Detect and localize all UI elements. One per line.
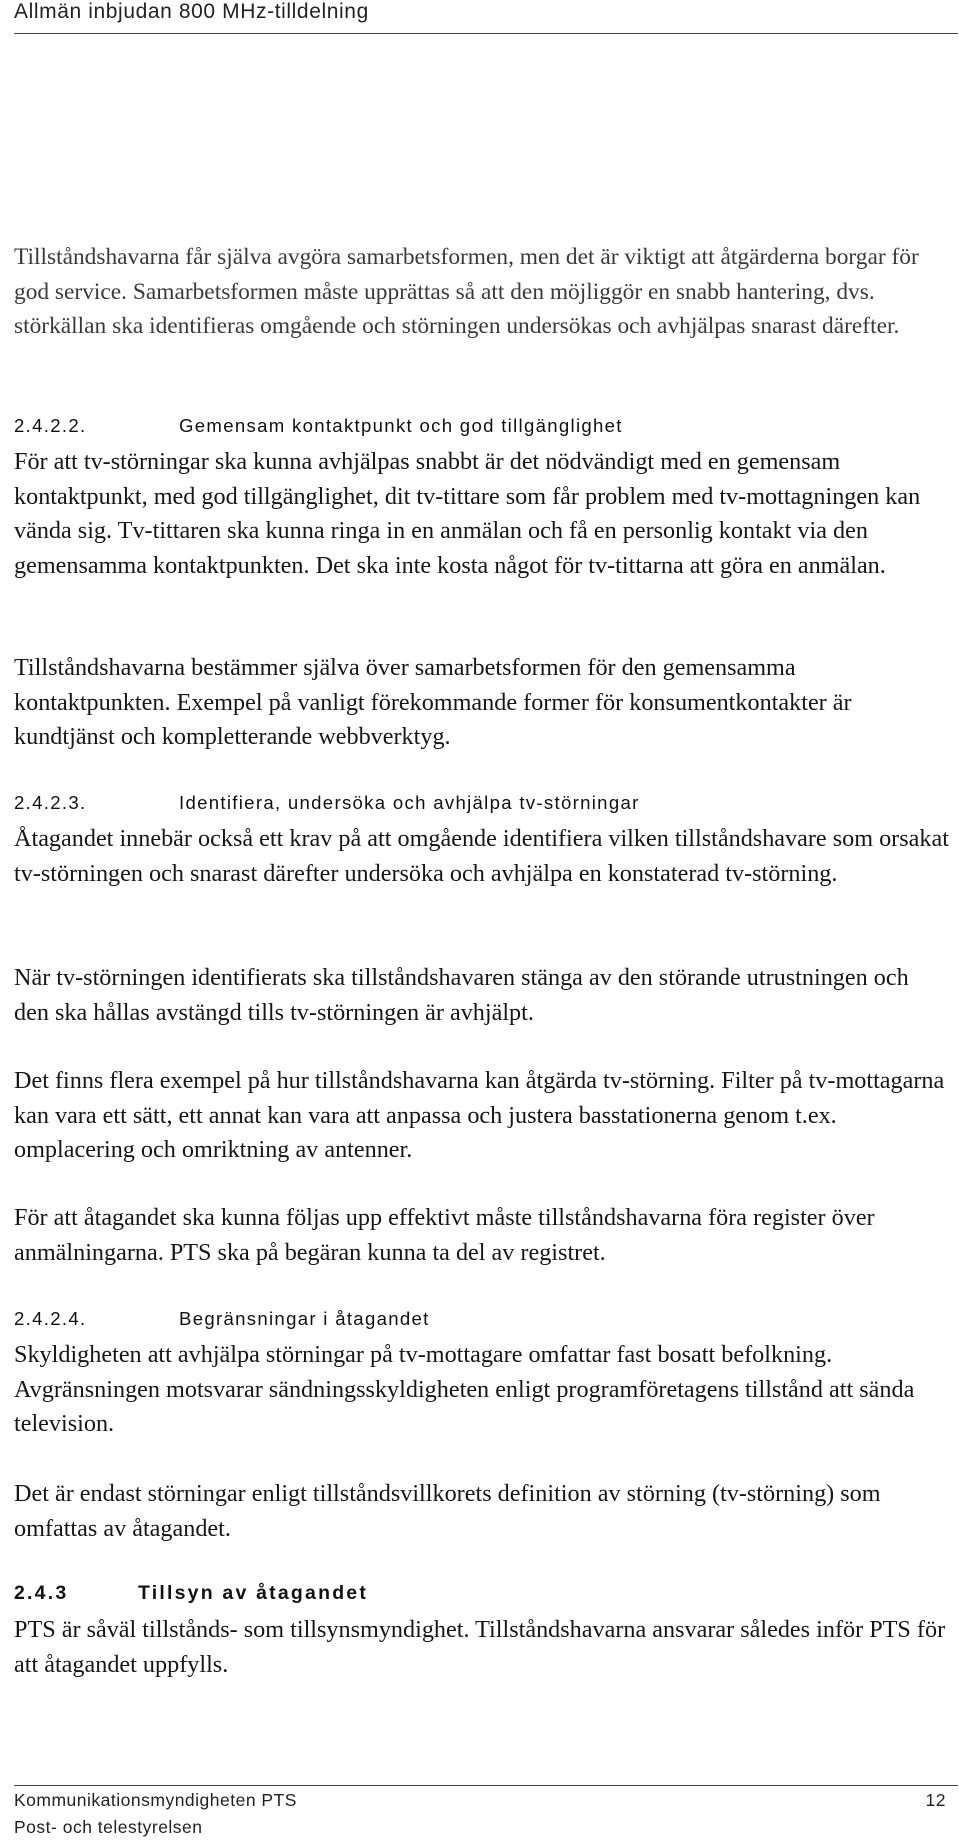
section-heading-2422 (14, 415, 623, 437)
section-heading-243 (14, 1582, 368, 1605)
footer-organisation (14, 1787, 297, 1841)
section-2423-body (14, 822, 949, 891)
section-title: Tillsyn av åtagandet (138, 1582, 369, 1604)
page-number: 12 (925, 1790, 946, 1810)
header-divider (14, 33, 958, 34)
footer-line-1: Kommunikationsmyndigheten PTS (14, 1790, 297, 1810)
paragraph: För att tv-störningar ska kunna avhjälpas snabbt är det nödvändigt med en gemensam kontaktpunkt, med god tillgänglighet, dit tv-tittare som får problem med tv-mottagningen kan vända sig. Tv-tittaren ska kunna ringa in en anmälan och få en personlig kontakt via den gemensamma kontaktpunkten. Det ska inte kosta något för tv-tittarna att göra en anmälan. (14, 448, 921, 579)
paragraph: Åtagandet innebär också ett krav på att omgående identifiera vilken tillståndshavare som orsakat tv-störningen och snarast därefter undersöka och avhjälpa en konstaterad tv-störning. (14, 825, 949, 887)
section-2424-body-2 (14, 1477, 949, 1546)
paragraph: Det är endast störningar enligt tillståndsvillkorets definition av störning (tv-störning) som omfattas av åtagandet. (14, 1480, 881, 1542)
paragraph: Det finns flera exempel på hur tillståndshavarna kan åtgärda tv-störning. Filter på tv-mottagarna kan vara ett sätt, ett annat kan vara att anpassa och justera basstationerna genom t.ex. omplacering och omriktning av antenner. (14, 1067, 945, 1163)
paragraph: Skyldigheten att avhjälpa störningar på tv-mottagare omfattar fast bosatt befolkning. Avgränsningen motsvarar sändningsskyldigheten enligt programföretagens tillstånd att sända television. (14, 1341, 915, 1437)
paragraph: När tv-störningen identifierats ska tillståndshavaren stänga av den störande utrustningen och den ska hållas avstängd tills tv-störningen är avhjälpt. (14, 964, 909, 1026)
section-number: 2.4.2.3. (14, 792, 87, 813)
section-2423-body-4 (14, 1201, 949, 1270)
section-2423-body-3 (14, 1064, 949, 1168)
section-heading-2423 (14, 792, 640, 814)
section-2424-body (14, 1338, 949, 1442)
paragraph: Tillståndshavarna bestämmer själva över samarbetsformen för den gemensamma kontaktpunkten. Exempel på vanligt förekommande former för konsumentkontakter är kundtjänst och kompletterande webbverktyg. (14, 654, 852, 750)
section-title: Begränsningar i åtagandet (179, 1308, 430, 1329)
section-2423-body-2 (14, 961, 949, 1030)
section-number: 2.4.2.4. (14, 1308, 87, 1329)
section-2422-body (14, 445, 949, 583)
section-243-body (14, 1613, 949, 1682)
section-number: 2.4.3 (14, 1582, 69, 1604)
paragraph: För att åtagandet ska kunna följas upp effektivt måste tillståndshavarna föra register över anmälningarna. PTS ska på begäran kunna ta del av registret. (14, 1204, 875, 1266)
paragraph: PTS är såväl tillstånds- som tillsynsmyndighet. Tillståndshavarna ansvarar således inför PTS för att åtagandet uppfylls. (14, 1616, 946, 1678)
section-2422-body-2 (14, 651, 949, 755)
running-header: Allmän inbjudan 800 MHz-tilldelning (14, 0, 369, 23)
footer-divider (14, 1785, 958, 1786)
section-title: Gemensam kontaktpunkt och god tillgänglighet (179, 415, 623, 436)
intro-paragraph: Tillståndshavarna får själva avgöra samarbetsformen, men det är viktigt att åtgärderna borgar för god service. Samarbetsformen måste upprättas så att den möjliggör en snabb hantering, dvs. störkällan ska identifieras omgående och störningen undersökas och avhjälpas snarast därefter. (14, 244, 919, 339)
intro-section (14, 240, 949, 344)
section-title: Identifiera, undersöka och avhjälpa tv-störningar (179, 792, 640, 813)
section-heading-2424 (14, 1308, 430, 1330)
footer-line-2: Post- och telestyrelsen (14, 1817, 203, 1837)
section-number: 2.4.2.2. (14, 415, 87, 436)
